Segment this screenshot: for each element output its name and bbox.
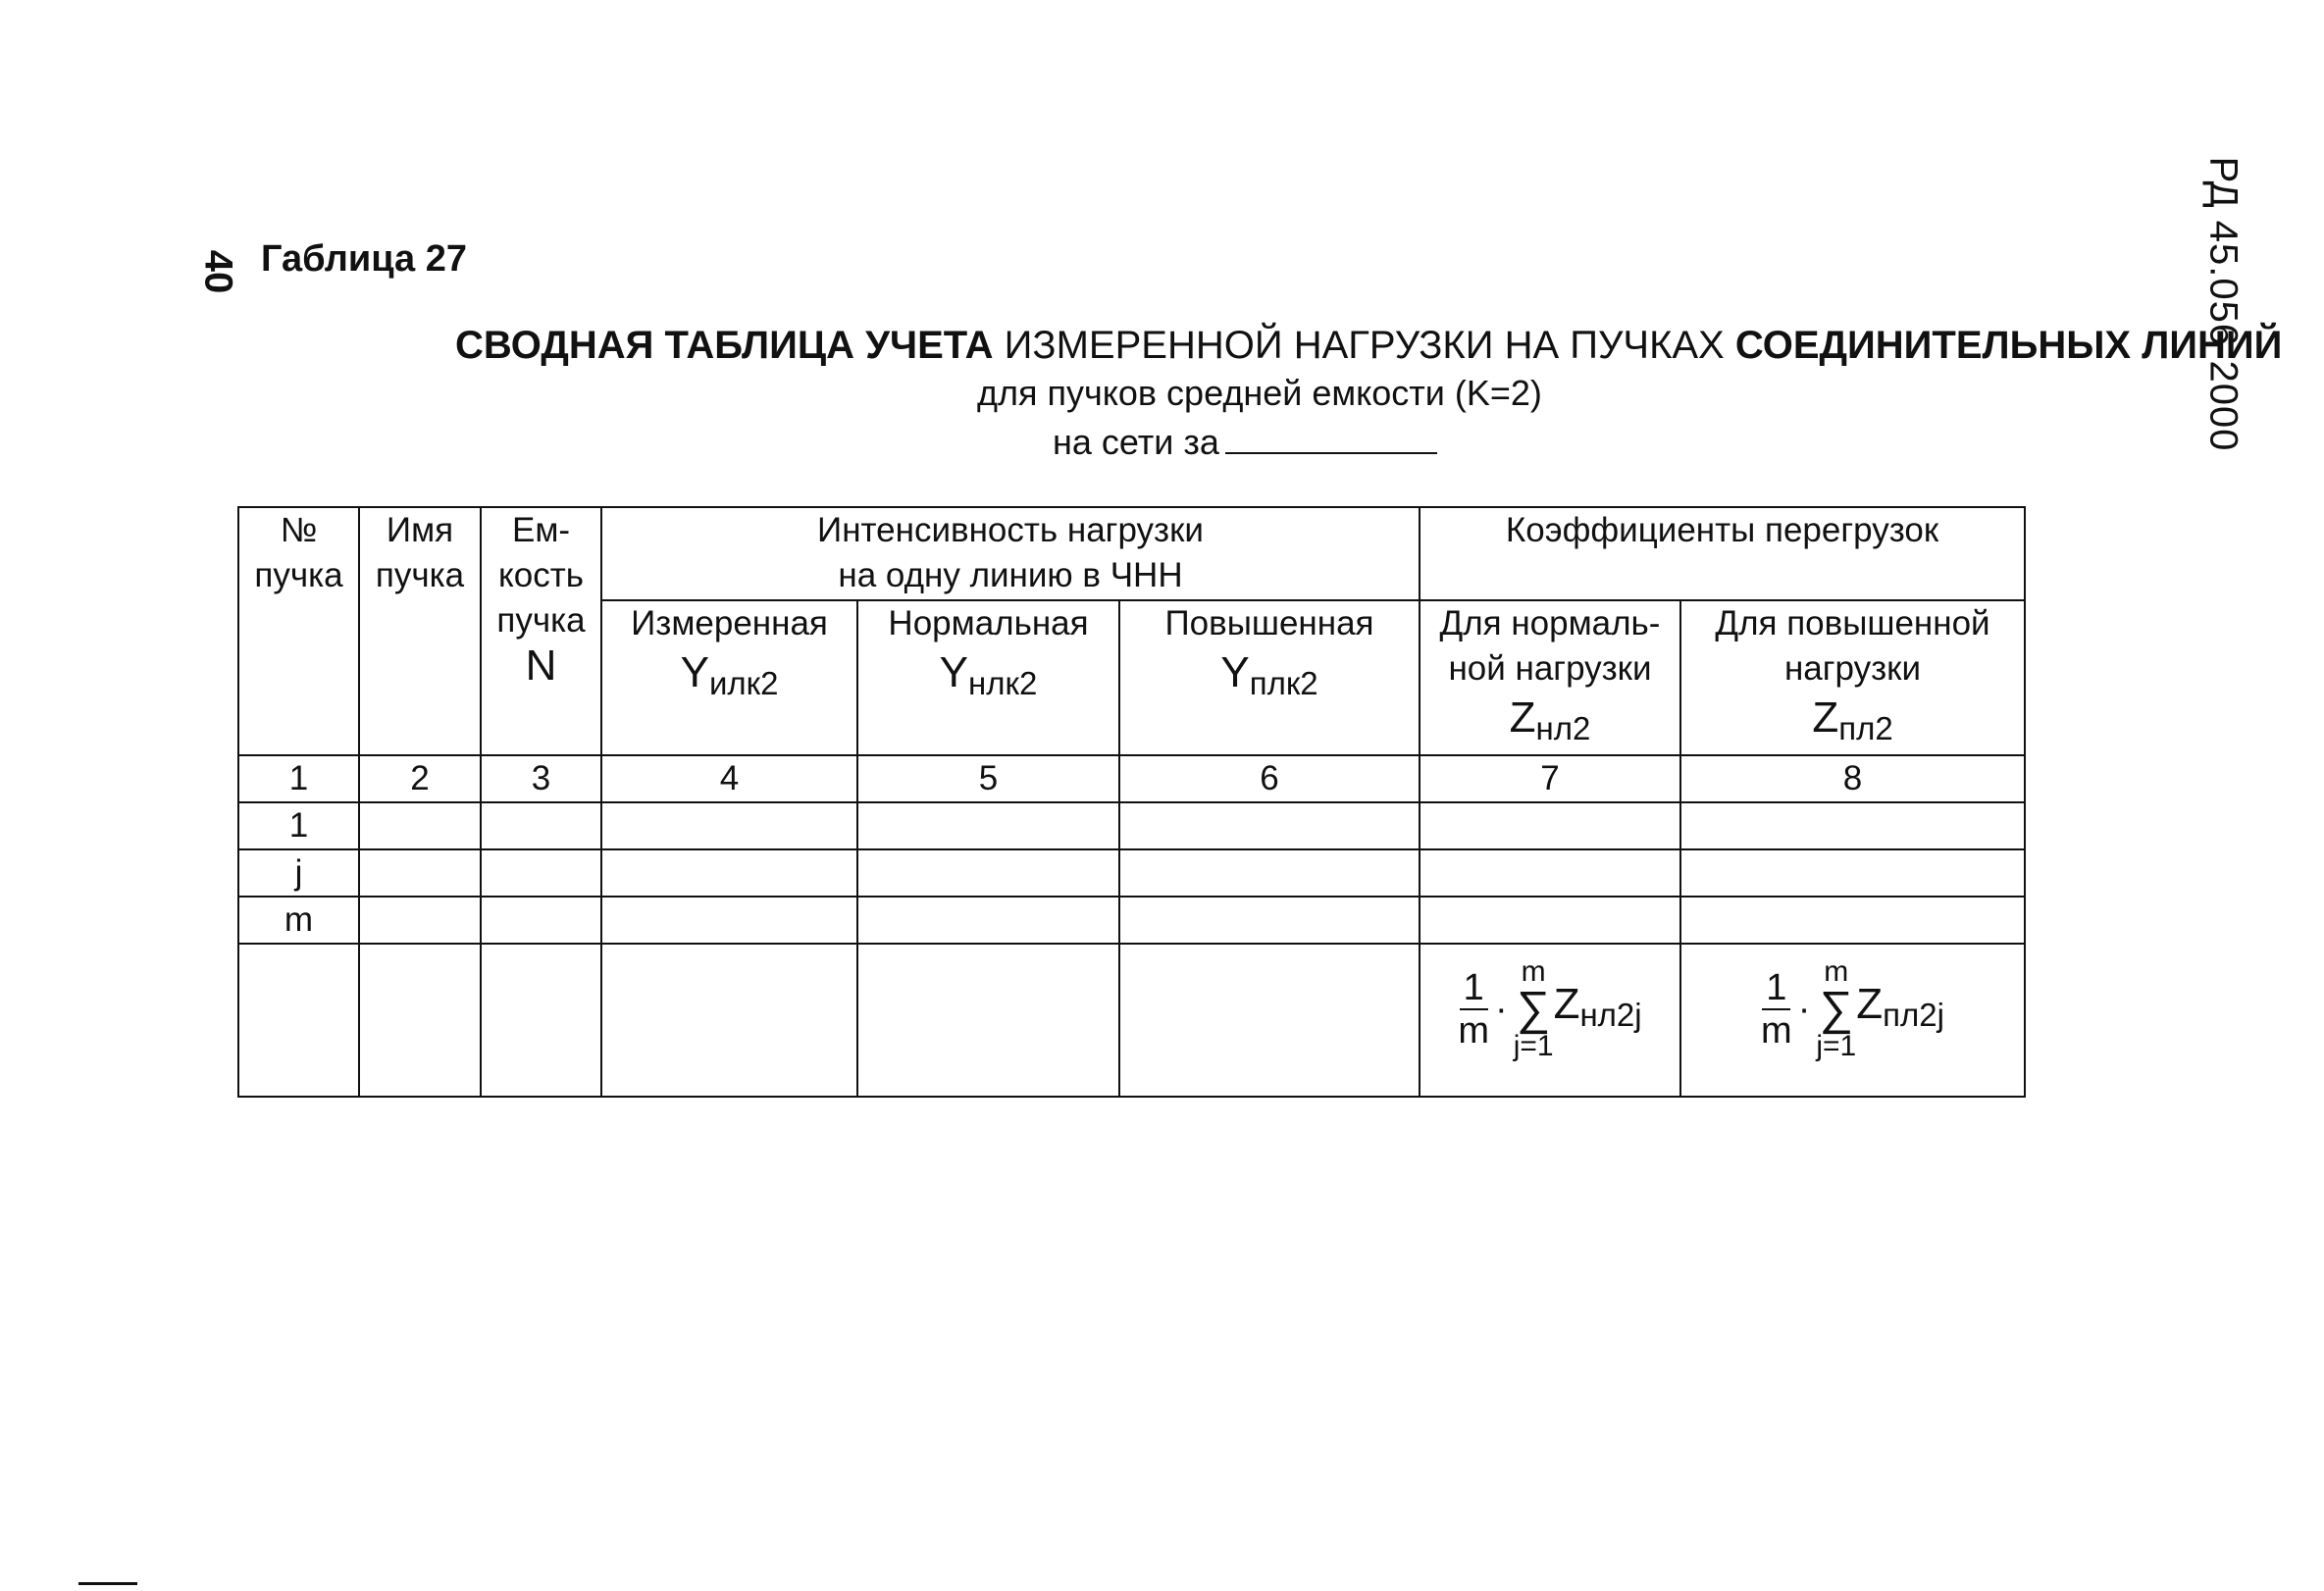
summary-row: [238, 944, 2025, 1097]
cell: [359, 897, 481, 944]
column-number: 1: [238, 755, 359, 802]
cell: [1420, 802, 1680, 849]
load-summary-table: [237, 506, 2026, 1098]
cell: [481, 802, 601, 849]
table-row: [238, 849, 2025, 897]
cell: [359, 944, 481, 1097]
symbol-z-normal: $Z_{нл2}$: [1509, 693, 1591, 746]
symbol-y-normal: $Y_{нлк2}$: [939, 648, 1038, 701]
period-blank-field: [1225, 417, 1437, 454]
formula-mean-z-increased: $\frac{1}{m}$ · m ∑ j=1 $Z_{пл2j}$: [1761, 955, 1944, 1062]
header-bundle-name: Имя пучка: [359, 507, 481, 755]
table-label: Габлица 27: [261, 238, 467, 280]
cell: [1680, 897, 2025, 944]
header-coef-increased: Для повышенной нагрузки $Z_{пл2}$: [1680, 600, 2025, 755]
column-number: 5: [857, 755, 1119, 802]
cell: [1420, 849, 1680, 897]
symbol-y-increased: $Y_{плк2}$: [1220, 648, 1318, 701]
cell: [857, 802, 1119, 849]
summary-increased-cell: [1680, 944, 2025, 1097]
header-bundle-capacity: Ем- кость пучка N: [481, 507, 601, 755]
column-number: 3: [481, 755, 601, 802]
header-measured: Измеренная $Y_{илк2}$: [601, 600, 857, 755]
document-code: РД 45.056-2000: [2201, 156, 2246, 452]
cell: [601, 897, 857, 944]
column-number: 7: [1420, 755, 1680, 802]
title-part-1: СВОДНАЯ ТАБЛИЦА УЧЕТА: [455, 324, 994, 367]
header-bundle-number: № пучка: [238, 507, 359, 755]
table-row: [238, 802, 2025, 849]
title-part-2: ИЗМЕРЕННОЙ НАГРУЗКИ НА ПУЧКАХ: [993, 324, 1735, 367]
column-number: 2: [359, 755, 481, 802]
cell: [238, 944, 359, 1097]
title-part-3: СОЕДИНИТЕЛЬНЫХ ЛИНИЙ: [1734, 324, 2283, 367]
column-number: 8: [1680, 755, 2025, 802]
period-line: [1053, 417, 1437, 463]
period-label: на сети за: [1053, 422, 1219, 462]
cell: [481, 944, 601, 1097]
cell: [601, 849, 857, 897]
cell: [1119, 849, 1420, 897]
cell: [1420, 897, 1680, 944]
cell: [359, 802, 481, 849]
row-label: m: [238, 897, 359, 944]
cell: [1119, 897, 1420, 944]
summary-normal-cell: [1420, 944, 1680, 1097]
cell: [359, 849, 481, 897]
cell: [601, 944, 857, 1097]
header-increased: Повышенная $Y_{плк2}$: [1119, 600, 1420, 755]
symbol-y-measured: $Y_{илк2}$: [680, 648, 779, 701]
cell: [857, 849, 1119, 897]
column-numbers-row: [238, 755, 2025, 802]
cell: [857, 897, 1119, 944]
cell: [601, 802, 857, 849]
header-normal: Нормальная $Y_{нлк2}$: [857, 600, 1119, 755]
column-number: 6: [1119, 755, 1420, 802]
column-number: 4: [601, 755, 857, 802]
symbol-z-increased: $Z_{пл2}$: [1812, 693, 1893, 746]
cell: [1119, 802, 1420, 849]
cell: [1680, 802, 2025, 849]
page-number: 40: [196, 249, 240, 294]
header-load-intensity: Интенсивность нагрузки на одну линию в ЧНН: [601, 507, 1420, 600]
footer-rule: [78, 1582, 137, 1585]
header-overload-coefficients: Коэффициенты перегрузок: [1420, 507, 2025, 600]
cell: [481, 849, 601, 897]
sum-icon: ∑: [1819, 983, 1853, 1035]
formula-mean-z-normal: $\frac{1}{m}$ · m ∑ j=1 $Z_{нл2j}$: [1458, 955, 1642, 1062]
cell: [481, 897, 601, 944]
subtitle: для пучков средней емкости (K=2): [977, 373, 1542, 413]
row-label: j: [238, 849, 359, 897]
row-label: 1: [238, 802, 359, 849]
cell: [1680, 849, 2025, 897]
page-title: [455, 324, 2282, 368]
table-row: [238, 897, 2025, 944]
cell: [1119, 944, 1420, 1097]
sum-icon: ∑: [1517, 983, 1551, 1035]
header-coef-normal: Для нормаль- ной нагрузки $Z_{нл2}$: [1420, 600, 1680, 755]
cell: [857, 944, 1119, 1097]
